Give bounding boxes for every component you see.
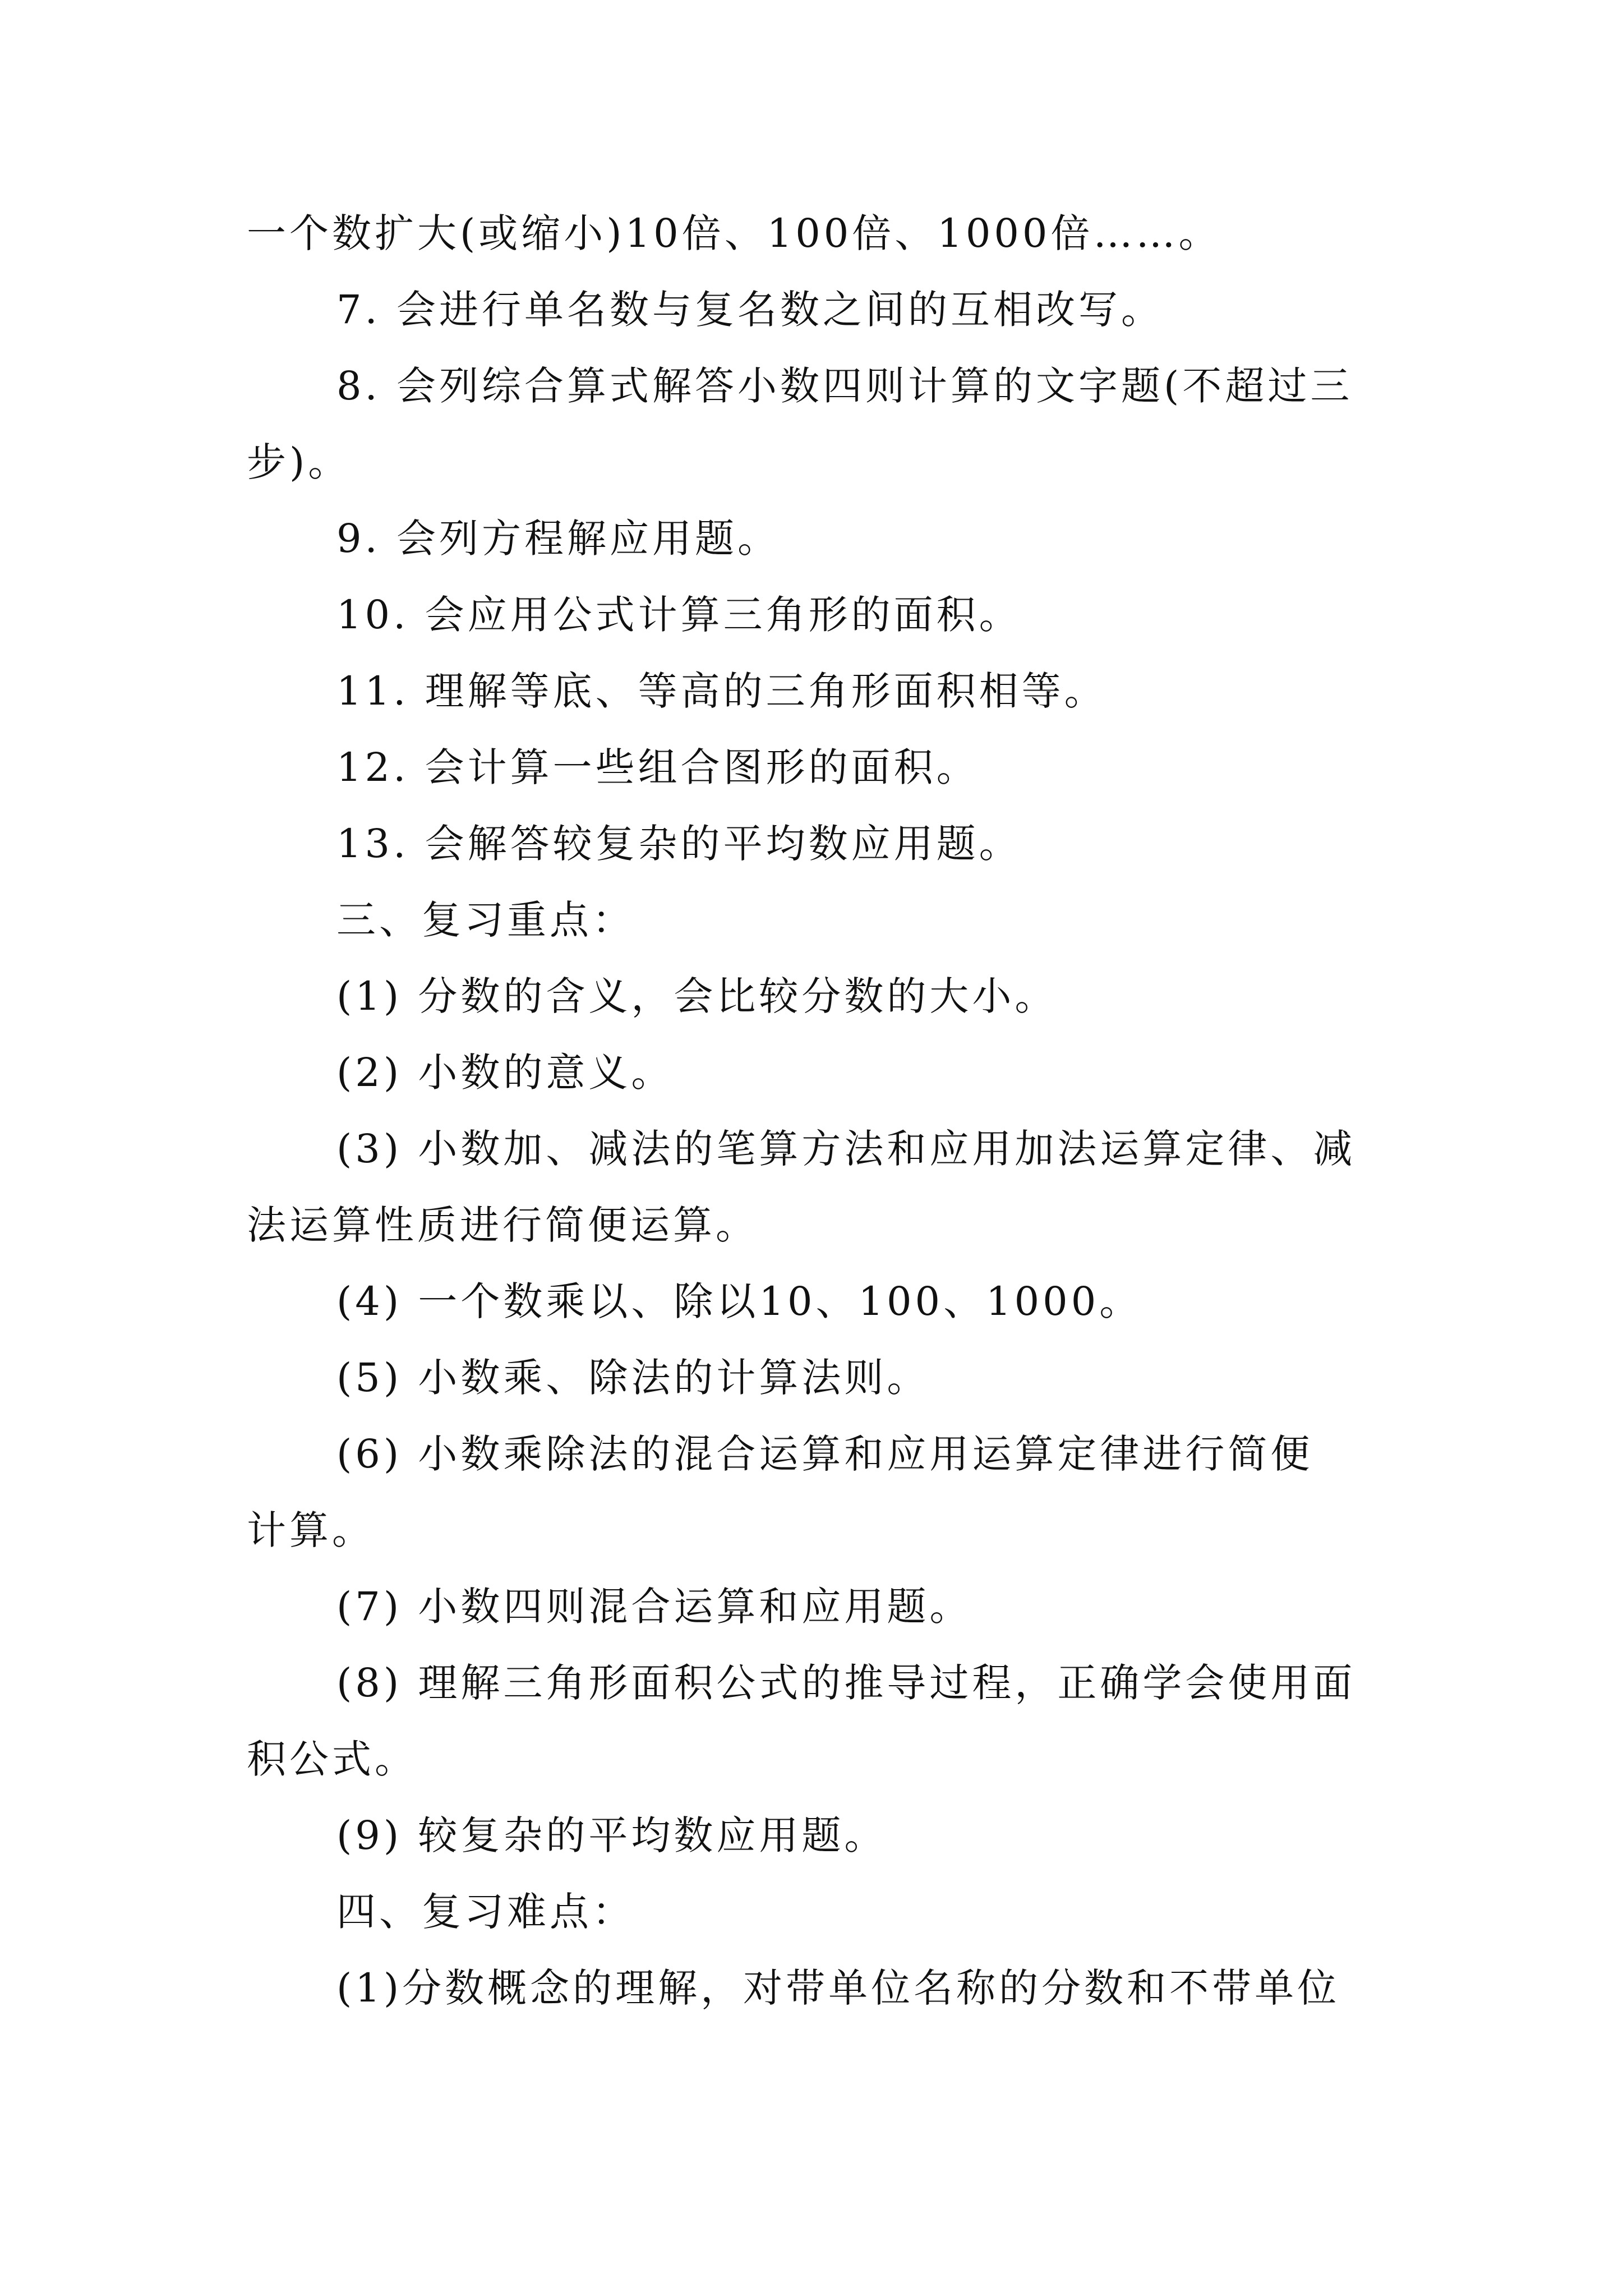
section-heading: 四、复习难点： <box>336 1889 635 1935</box>
text-line: 计算。 <box>247 1507 375 1553</box>
text-line: 13. 会解答较复杂的平均数应用题。 <box>336 821 1022 867</box>
text-line: (8) 理解三角形面积公式的推导过程，正确学会使用面 <box>336 1660 1356 1706</box>
text-line: 7. 会进行单名数与复名数之间的互相改写。 <box>336 287 1164 333</box>
text-line: 8. 会列综合算式解答小数四则计算的文字题(不超过三 <box>336 363 1353 409</box>
text-line: 一个数扩大(或缩小)10倍、100倍、1000倍……。 <box>247 210 1221 256</box>
text-line: (1) 分数的含义，会比较分数的大小。 <box>336 973 1058 1019</box>
text-line: 积公式。 <box>247 1736 417 1782</box>
text-line: (1)分数概念的理解，对带单位名称的分数和不带单位 <box>336 1965 1340 2011</box>
text-line: (3) 小数加、减法的笔算方法和应用加法运算定律、减 <box>336 1126 1356 1172</box>
text-line: 步)。 <box>247 439 351 485</box>
text-line: (2) 小数的意义。 <box>336 1050 674 1096</box>
section-heading: 三、复习重点： <box>336 897 635 943</box>
text-line: (5) 小数乘、除法的计算法则。 <box>336 1355 930 1401</box>
text-line: 法运算性质进行简便运算。 <box>247 1202 758 1248</box>
text-line: 11. 理解等底、等高的三角形面积相等。 <box>336 668 1107 714</box>
text-line: (4) 一个数乘以、除以10、100、1000。 <box>336 1278 1142 1324</box>
text-line: (7) 小数四则混合运算和应用题。 <box>336 1584 972 1630</box>
text-line: 10. 会应用公式计算三角形的面积。 <box>336 592 1022 638</box>
text-line: 9. 会列方程解应用题。 <box>336 516 781 562</box>
text-line: (6) 小数乘除法的混合运算和应用运算定律进行简便 <box>336 1431 1313 1477</box>
text-line: (9) 较复杂的平均数应用题。 <box>336 1812 887 1858</box>
text-line: 12. 会计算一些组合图形的面积。 <box>336 744 979 790</box>
